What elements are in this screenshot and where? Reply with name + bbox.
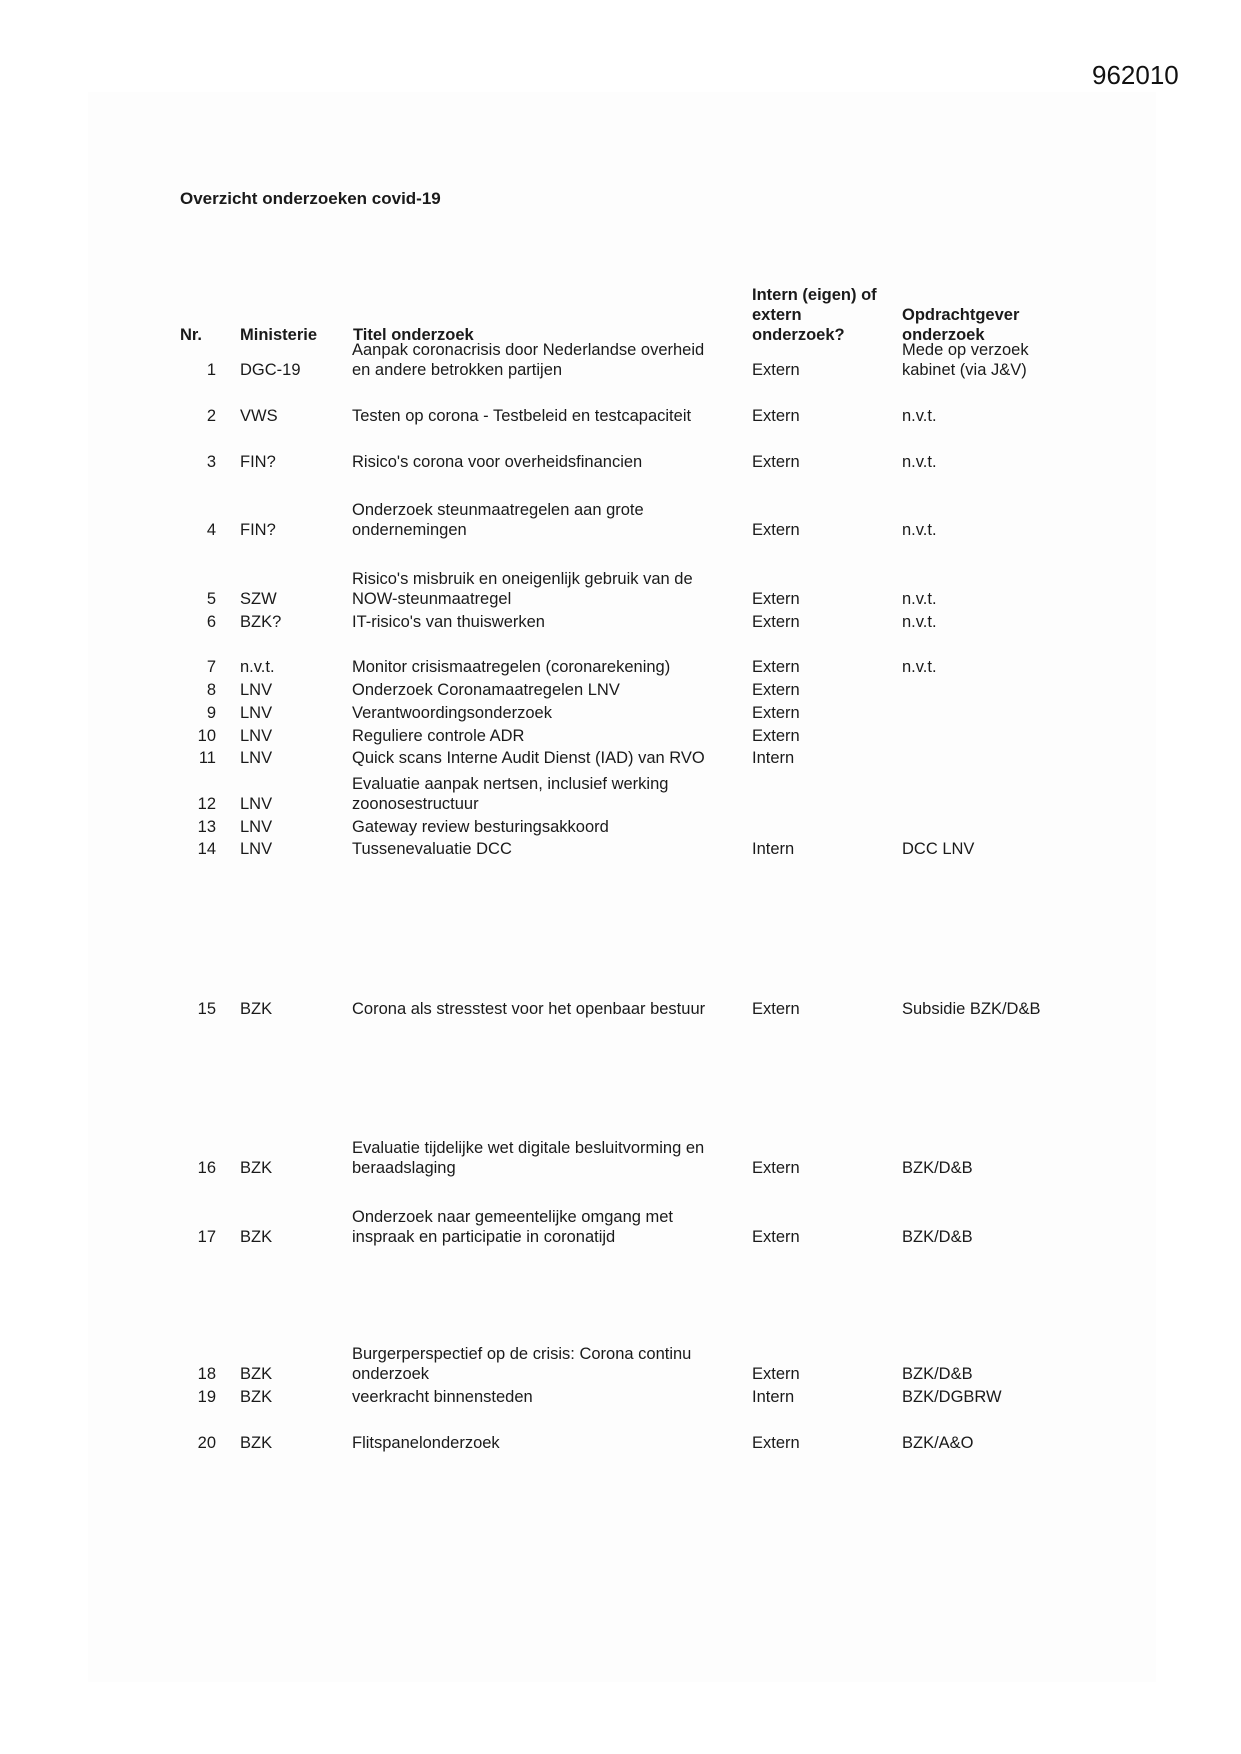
cell-opdrachtgever: n.v.t. — [902, 613, 937, 631]
cell-opdrachtgever: BZK/A&O — [902, 1434, 974, 1452]
cell-ministerie: DGC-19 — [240, 361, 301, 379]
cell-titel: IT-risico's van thuiswerken — [352, 613, 545, 631]
cell-intern-extern: Extern — [752, 361, 800, 379]
cell-opdrachtgever: Subsidie BZK/D&B — [902, 1000, 1041, 1018]
cell-nr: 16 — [197, 1159, 216, 1177]
cell-titel: Tussenevaluatie DCC — [352, 840, 512, 858]
cell-titel: Burgerperspectief op de crisis: Corona continu onderzoek — [352, 1345, 692, 1383]
cell-ministerie: SZW — [240, 590, 277, 608]
cell-nr: 9 — [206, 704, 216, 722]
cell-opdrachtgever: n.v.t. — [902, 590, 937, 608]
cell-nr: 15 — [197, 1000, 216, 1018]
cell-titel: Risico's misbruik en oneigenlijk gebruik van de NOW-steunmaatregel — [352, 570, 693, 608]
cell-opdrachtgever: BZK/D&B — [902, 1365, 973, 1383]
cell-ministerie: LNV — [240, 704, 273, 722]
cell-ministerie: BZK — [240, 1434, 273, 1452]
header-opdrachtgever: Opdrachtgever onderzoek — [902, 306, 1020, 344]
cell-ministerie: BZK — [240, 1000, 273, 1018]
cell-titel: Onderzoek Coronamaatregelen LNV — [352, 681, 620, 699]
cell-opdrachtgever: BZK/D&B — [902, 1159, 973, 1177]
cell-opdrachtgever: n.v.t. — [902, 521, 937, 539]
cell-intern-extern: Extern — [752, 658, 800, 676]
cell-opdrachtgever: DCC LNV — [902, 840, 975, 858]
cell-nr: 19 — [197, 1388, 216, 1406]
cell-intern-extern: Intern — [752, 1388, 795, 1406]
cell-titel: Onderzoek naar gemeentelijke omgang met inspraak en participatie in coronatijd — [352, 1208, 674, 1246]
cell-titel: Reguliere controle ADR — [352, 727, 525, 745]
cell-titel: Risico's corona voor overheidsfinancien — [352, 453, 643, 471]
header-titel: Titel onderzoek — [353, 326, 474, 344]
cell-ministerie: n.v.t. — [240, 658, 275, 676]
header-nr: Nr. — [180, 326, 203, 344]
cell-titel: Onderzoek steunmaatregelen aan grote ondernemingen — [352, 501, 644, 539]
cell-ministerie: LNV — [240, 681, 273, 699]
cell-intern-extern: Extern — [752, 1000, 800, 1018]
cell-intern-extern: Extern — [752, 1159, 800, 1177]
cell-intern-extern: Extern — [752, 521, 800, 539]
cell-titel: Monitor crisismaatregelen (coronarekening) — [352, 658, 671, 676]
cell-ministerie: LNV — [240, 749, 273, 767]
cell-ministerie: LNV — [240, 795, 273, 813]
cell-titel: Evaluatie aanpak nertsen, inclusief werking zoonosestructuur — [352, 775, 669, 813]
cell-nr: 11 — [198, 749, 216, 767]
cell-titel: Verantwoordingsonderzoek — [352, 704, 552, 722]
cell-titel: Evaluatie tijdelijke wet digitale besluitvorming en beraadslaging — [352, 1139, 705, 1177]
cell-nr: 8 — [206, 681, 216, 699]
cell-titel: Flitspanelonderzoek — [352, 1434, 500, 1452]
cell-opdrachtgever: BZK/D&B — [902, 1228, 973, 1246]
cell-ministerie: BZK — [240, 1365, 273, 1383]
cell-nr: 1 — [206, 361, 216, 379]
cell-intern-extern: Extern — [752, 1365, 800, 1383]
cell-nr: 20 — [197, 1434, 216, 1452]
cell-titel: Testen op corona - Testbeleid en testcapaciteit — [352, 407, 692, 425]
cell-titel: Quick scans Interne Audit Dienst (IAD) van RVO — [352, 749, 705, 767]
cell-opdrachtgever: n.v.t. — [902, 453, 937, 471]
cell-nr: 18 — [197, 1365, 216, 1383]
cell-nr: 3 — [206, 453, 216, 471]
cell-nr: 6 — [206, 613, 216, 631]
cell-opdrachtgever: n.v.t. — [902, 407, 937, 425]
cell-ministerie: BZK — [240, 1388, 273, 1406]
cell-intern-extern: Extern — [752, 590, 800, 608]
cell-intern-extern: Extern — [752, 453, 800, 471]
document-number: 962010 — [1092, 60, 1179, 90]
cell-intern-extern: Extern — [752, 727, 800, 745]
header-ministerie: Ministerie — [240, 326, 318, 344]
cell-nr: 13 — [197, 818, 216, 836]
cell-ministerie: BZK? — [240, 613, 282, 631]
cell-opdrachtgever: n.v.t. — [902, 658, 937, 676]
cell-nr: 17 — [197, 1228, 216, 1246]
cell-intern-extern: Extern — [752, 613, 800, 631]
cell-intern-extern: Extern — [752, 1228, 800, 1246]
cell-ministerie: BZK — [240, 1159, 273, 1177]
cell-intern-extern: Extern — [752, 407, 800, 425]
cell-ministerie: BZK — [240, 1228, 273, 1246]
cell-ministerie: FIN? — [240, 453, 276, 471]
cell-nr: 2 — [206, 407, 216, 425]
cell-ministerie: LNV — [240, 727, 273, 745]
cell-titel: Corona als stresstest voor het openbaar bestuur — [352, 1000, 706, 1018]
cell-nr: 10 — [197, 727, 216, 745]
cell-nr: 12 — [197, 795, 216, 813]
cell-titel: Aanpak coronacrisis door Nederlandse overheid en andere betrokken partijen — [352, 341, 705, 379]
cell-nr: 5 — [206, 590, 216, 608]
cell-opdrachtgever: BZK/DGBRW — [902, 1388, 1002, 1406]
cell-opdrachtgever: Mede op verzoek kabinet (via J&V) — [902, 341, 1029, 379]
page-title: Overzicht onderzoeken covid-19 — [180, 189, 441, 208]
header-intern-extern: Intern (eigen) of extern onderzoek? — [752, 286, 877, 344]
cell-intern-extern: Extern — [752, 704, 800, 722]
cell-nr: 4 — [206, 521, 216, 539]
cell-ministerie: VWS — [240, 407, 278, 425]
cell-ministerie: LNV — [240, 818, 273, 836]
cell-titel: Gateway review besturingsakkoord — [352, 818, 609, 836]
cell-nr: 7 — [206, 658, 216, 676]
cell-nr: 14 — [197, 840, 216, 858]
cell-intern-extern: Intern — [752, 840, 795, 858]
cell-titel: veerkracht binnensteden — [352, 1388, 533, 1406]
cell-intern-extern: Extern — [752, 1434, 800, 1452]
cell-intern-extern: Intern — [752, 749, 795, 767]
cell-intern-extern: Extern — [752, 681, 800, 699]
cell-ministerie: LNV — [240, 840, 273, 858]
cell-ministerie: FIN? — [240, 521, 276, 539]
